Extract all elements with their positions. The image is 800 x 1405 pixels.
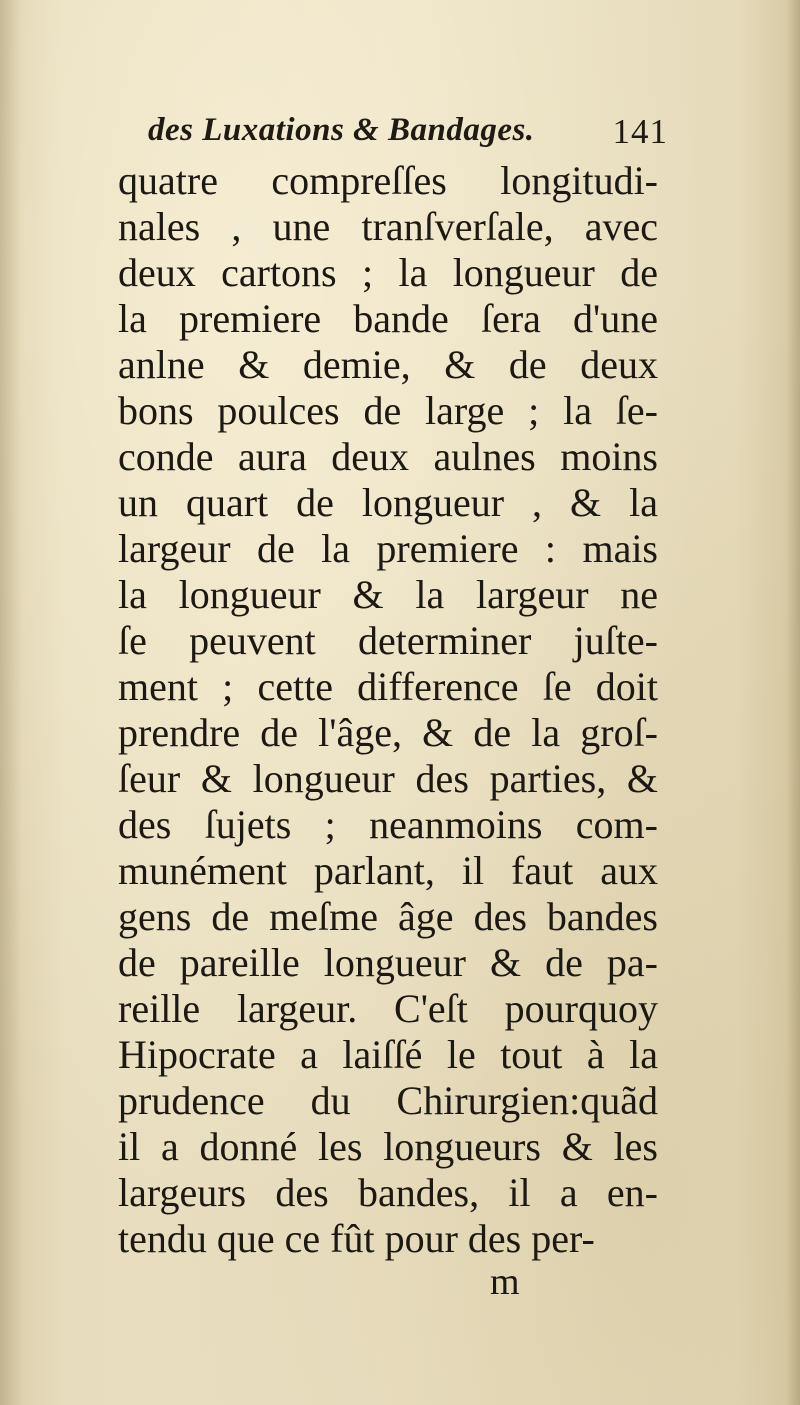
text-line: un quart de longueur , & la	[118, 480, 658, 525]
body-text	[118, 158, 658, 1262]
text-line: deux cartons ; la longueur de	[118, 250, 658, 295]
text-line: bons poulces de large ; la ſe-	[118, 388, 658, 433]
text-line: ment ; cette difference ſe doit	[118, 664, 658, 709]
text-line: munément parlant, il faut aux	[118, 848, 658, 893]
text-line: gens de meſme âge des bandes	[118, 894, 658, 939]
running-title: des Luxations & Bandages.	[148, 112, 535, 148]
text-line: il a donné les longueurs & les	[118, 1124, 658, 1169]
text-line: tendu que ce fût pour des per-	[118, 1216, 595, 1261]
text-line: conde aura deux aulnes moins	[118, 434, 658, 479]
text-line: prendre de l'âge, & de la groſ-	[118, 710, 658, 755]
page-header	[148, 112, 668, 156]
text-line: anlne & demie, & de deux	[118, 342, 658, 387]
signature-mark: m	[490, 1261, 520, 1303]
text-line: nales , une tranſverſale, avec	[118, 204, 658, 249]
text-line: la premiere bande ſera d'une	[118, 296, 658, 341]
text-line: la longueur & la largeur ne	[118, 572, 658, 617]
text-line: quatre compreſſes longitudi-	[118, 158, 658, 203]
text-line: ſeur & longueur des parties, &	[118, 756, 658, 801]
page-number: 141	[612, 112, 668, 151]
text-line: de pareille longueur & de pa-	[118, 940, 658, 985]
page-edge-shadow-left	[0, 0, 22, 1405]
text-line: des ſujets ; neanmoins com-	[118, 802, 658, 847]
text-line: prudence du Chirurgien:quãd	[118, 1078, 658, 1123]
page-edge-shadow-right	[786, 0, 800, 1405]
text-line: largeur de la premiere : mais	[118, 526, 658, 571]
text-line: largeurs des bandes, il a en-	[118, 1170, 658, 1215]
text-line: ſe peuvent determiner juſte-	[118, 618, 658, 663]
text-line: Hipocrate a laiſſé le tout à la	[118, 1032, 658, 1077]
text-line: reille largeur. C'eſt pourquoy	[118, 986, 658, 1031]
